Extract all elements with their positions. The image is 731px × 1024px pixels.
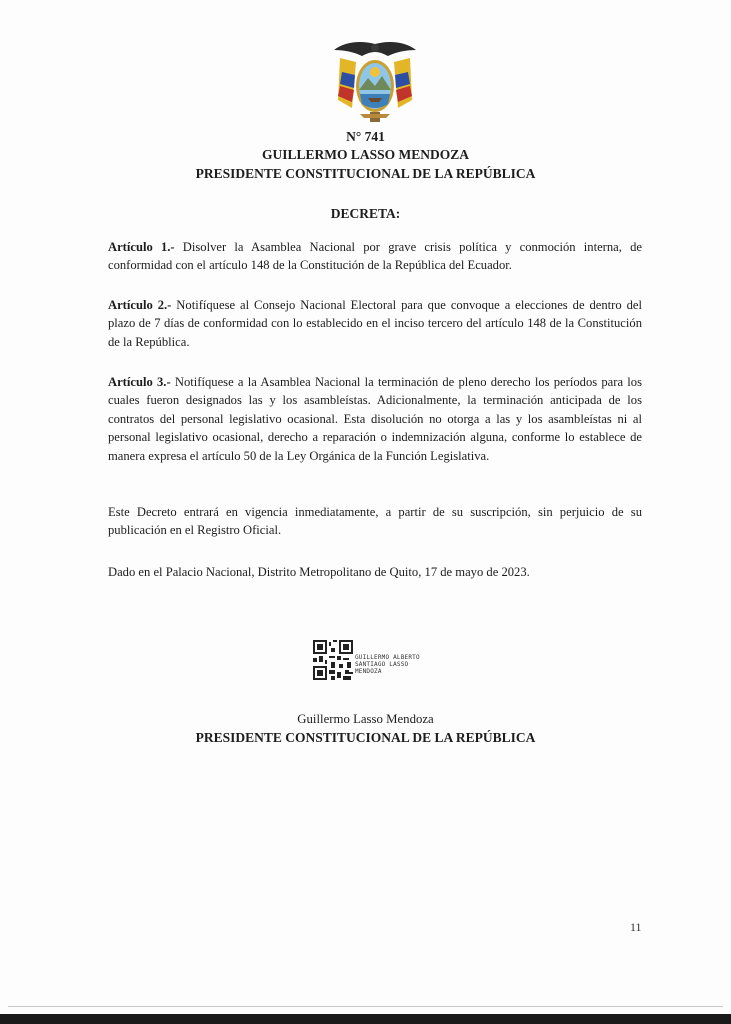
coat-of-arms-icon xyxy=(330,38,420,124)
president-name: GUILLERMO LASSO MENDOZA xyxy=(261,147,470,162)
signature-text xyxy=(355,654,420,675)
signer-title: PRESIDENTE CONSTITUCIONAL DE LA REPÚBLICA xyxy=(195,730,536,745)
decree-number: N° 741 xyxy=(346,129,385,144)
electronic-signature xyxy=(313,640,435,684)
bottom-edge-bar xyxy=(0,1014,731,1024)
article-3 xyxy=(108,373,642,465)
article-3-label: Artículo 3.- xyxy=(108,375,171,389)
president-title: PRESIDENTE CONSTITUCIONAL DE LA REPÚBLICA xyxy=(195,166,536,181)
page-bottom-divider xyxy=(8,1006,723,1007)
article-3-text: Notifíquese a la Asamblea Nacional la terminación de pleno derecho los períodos para los cuales fueron designados las y los asambleístas. Adicionalmente, la terminación anticipada de los contratos del personal legislativo ocasional. Esta disolución no otorga a las y los asambleístas ni al personal legislativo ocasional, derecho a reparación o indemnización alguna, conforme lo establece de manera expresa el artículo 50 de la Ley Orgánica de la Función Legislativa. xyxy=(108,375,642,463)
article-2 xyxy=(108,296,642,351)
article-1-text: Disolver la Asamblea Nacional por grave crisis política y conmoción interna, de conformidad con el artículo 148 de la Constitución de la República del Ecuador. xyxy=(108,240,642,273)
qr-code-icon xyxy=(313,640,353,680)
article-2-label: Artículo 2.- xyxy=(108,298,172,312)
article-2-text: Notifíquese al Consejo Nacional Electoral para que convoque a elecciones de dentro del plazo de 7 días de conformidad con lo establecido en el inciso tercero del artículo 148 de la Constitución de la República. xyxy=(108,298,642,349)
page-number: 11 xyxy=(630,920,642,934)
validity-paragraph: Este Decreto entrará en vigencia inmediatamente, a partir de su suscripción, sin perjuicio de su publicación en el Registro Oficial. xyxy=(108,505,642,538)
signature-line-3: MENDOZA xyxy=(355,668,382,675)
decreta-heading: DECRETA: xyxy=(330,206,401,221)
article-1 xyxy=(108,238,642,275)
signer-name: Guillermo Lasso Mendoza xyxy=(297,712,434,726)
dated-paragraph: Dado en el Palacio Nacional, Distrito Metropolitano de Quito, 17 de mayo de 2023. xyxy=(108,565,530,579)
signature-line-1: GUILLERMO ALBERTO xyxy=(355,654,420,661)
article-1-label: Artículo 1.- xyxy=(108,240,175,254)
signature-line-2: SANTIAGO LASSO xyxy=(355,661,409,668)
